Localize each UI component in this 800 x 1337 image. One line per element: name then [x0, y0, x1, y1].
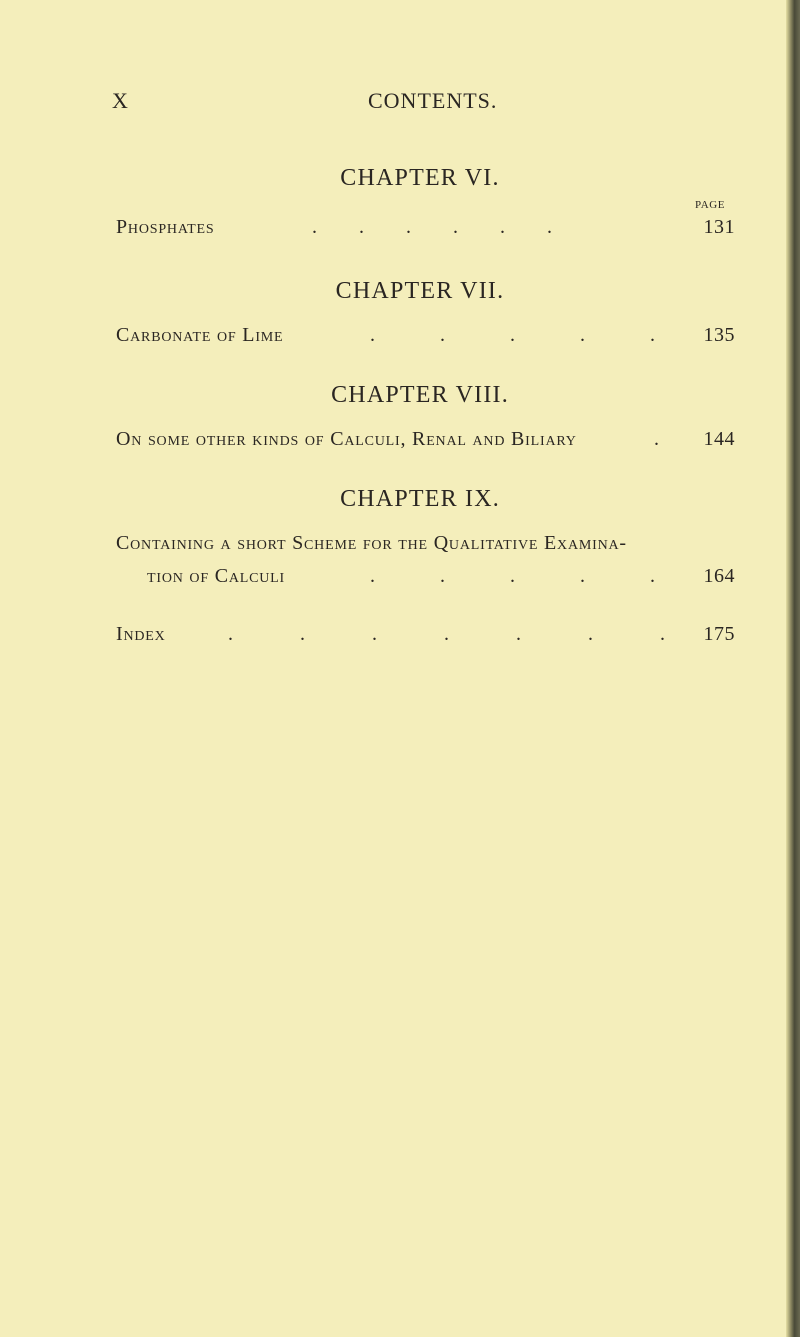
running-title: CONTENTS.: [368, 88, 498, 113]
leader-dots: . . . . .: [370, 565, 655, 587]
toc-entry-page: 135: [703, 324, 735, 346]
index-entry-page: 175: [703, 623, 735, 645]
chapter-heading: CHAPTER VIII.: [331, 382, 509, 408]
page-column-label: PAGE: [695, 199, 726, 211]
toc-entry-page: 131: [703, 216, 735, 238]
leader-dots: . . . . .: [370, 324, 655, 346]
toc-entry-page: 144: [703, 428, 735, 450]
leader-dots: . . . . . . .: [228, 623, 665, 645]
leader-dots: . . . . . .: [312, 216, 552, 238]
running-page-number: X: [112, 88, 129, 113]
index-entry-title: Index: [116, 623, 166, 645]
chapter-heading: CHAPTER VI.: [340, 165, 500, 191]
leader-dots: .: [654, 428, 659, 450]
toc-entry-title: On some other kinds of Calculi, Renal and Biliary: [116, 428, 577, 450]
chapter-heading: CHAPTER VII.: [335, 278, 505, 304]
page-edge: [786, 0, 800, 1337]
toc-entry-title: Containing a short Scheme for the Qualitative Examina-: [116, 532, 627, 554]
toc-entry-title: Phosphates: [116, 216, 215, 238]
toc-entry-title-continued: tion of Calculi: [147, 565, 285, 587]
toc-entry-page: 164: [703, 565, 735, 587]
chapter-heading: CHAPTER IX.: [340, 486, 500, 512]
toc-entry-title: Carbonate of Lime: [116, 324, 284, 346]
